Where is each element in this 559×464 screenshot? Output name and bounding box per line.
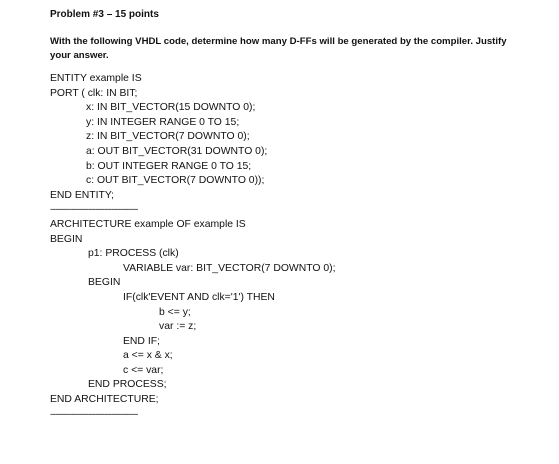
- code-line: VARIABLE var: BIT_VECTOR(7 DOWNTO 0);: [123, 262, 336, 274]
- code-line: a: OUT BIT_VECTOR(31 DOWNTO 0);: [86, 145, 268, 157]
- code-line: z: IN BIT_VECTOR(7 DOWNTO 0);: [86, 131, 250, 143]
- problem-instructions: With the following VHDL code, determine how many D-FFs will be generated by the compiler. Justify your answer.: [50, 36, 507, 61]
- code-line: END ARCHITECTURE;: [50, 394, 159, 406]
- code-line: x: IN BIT_VECTOR(15 DOWNTO 0);: [86, 102, 256, 114]
- problem-title: Problem #3 – 15 points: [50, 9, 159, 20]
- separator-line: -------------------------------------: [50, 204, 138, 216]
- code-line: b <= y;: [159, 306, 191, 318]
- code-line: IF(clk'EVENT AND clk='1') THEN: [123, 291, 275, 303]
- code-line: ENTITY example IS: [50, 73, 142, 84]
- code-line: BEGIN: [50, 233, 83, 245]
- code-line: END PROCESS;: [88, 379, 167, 391]
- code-line: p1: PROCESS (clk): [88, 248, 179, 260]
- code-line: y: IN INTEGER RANGE 0 TO 15;: [86, 116, 240, 128]
- code-line: c <= var;: [123, 364, 164, 376]
- code-line: END ENTITY;: [50, 189, 114, 201]
- code-line: PORT ( clk: IN BIT;: [50, 87, 138, 99]
- code-line: END IF;: [123, 335, 160, 347]
- code-line: c: OUT BIT_VECTOR(7 DOWNTO 0));: [86, 175, 265, 187]
- code-line: var := z;: [159, 321, 197, 333]
- vhdl-code-block: [50, 72, 530, 422]
- code-line: ARCHITECTURE example OF example IS: [50, 218, 246, 230]
- code-line: b: OUT INTEGER RANGE 0 TO 15;: [86, 160, 252, 172]
- code-line: a <= x & x;: [123, 350, 173, 362]
- separator-line: -------------------------------------: [50, 408, 138, 420]
- code-line: BEGIN: [88, 277, 121, 289]
